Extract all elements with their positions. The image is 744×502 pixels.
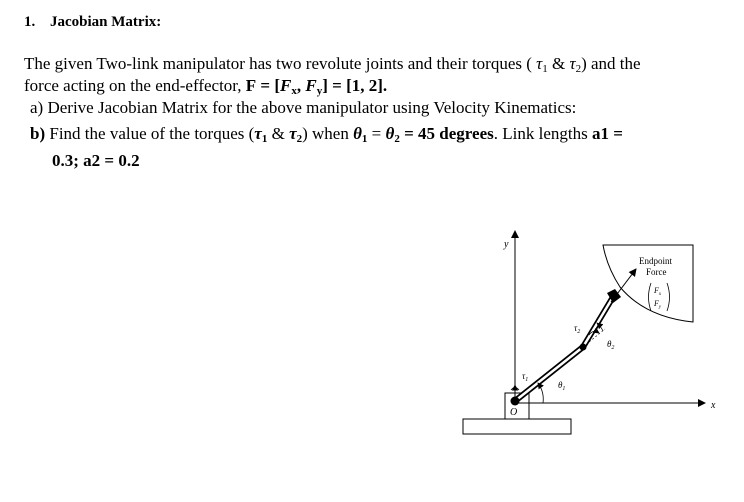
question-a-label: a) [30, 98, 44, 117]
question-a [30, 98, 576, 118]
theta1-label: $\theta_1$ [558, 380, 566, 392]
section-title: Jacobian Matrix: [50, 14, 162, 30]
fy-sub: y [316, 85, 323, 97]
theta2-label: $\theta_2$ [607, 339, 615, 351]
b-tau1-sub: 1 [261, 133, 268, 145]
theta1-arc [538, 383, 543, 403]
b-theta1-sub: 1 [361, 133, 368, 145]
fx-label: $F_x$ [654, 286, 662, 297]
problem-line-1 [24, 53, 724, 75]
b-a1: a1 = [591, 124, 623, 143]
origin-label: O [510, 407, 518, 418]
fy-symbol: F [305, 76, 317, 95]
tau1-symbol: τ [536, 54, 543, 73]
b-amp: & [271, 124, 285, 143]
ampersand: & [552, 54, 566, 73]
b-tau1: τ [254, 124, 262, 143]
problem-text-2a: force acting on the end-effector, [24, 76, 242, 95]
force-eq-mid: = [ [260, 76, 281, 95]
problem-text-1b: ) and the [581, 54, 641, 73]
question-b-text-pre: Find the value of the torques ( [49, 124, 255, 143]
question-b-label: b) [30, 124, 46, 143]
b-theta2-sub: 2 [394, 133, 400, 145]
fy-label: $F_y$ [654, 299, 662, 310]
endpoint-label-1: Endpoint [639, 256, 672, 266]
question-b-text-post: . Link lengths [493, 124, 588, 143]
question-b-line-2: 0.3; a2 = 0.2 [52, 151, 140, 170]
force-eq-rhs: ] = [1, 2]. [322, 76, 388, 95]
endpoint-label-2: Force [646, 267, 667, 277]
b-eq: = [371, 124, 382, 143]
b-theta2: θ [385, 124, 395, 143]
section-heading [24, 14, 161, 31]
joint-1 [511, 397, 520, 406]
problem-text-1a: The given Two-link manipulator has two revolute joints and their torques ( [24, 54, 532, 73]
question-b [30, 124, 623, 144]
tau1-sub: 1 [542, 63, 548, 75]
y-axis-label: y [504, 239, 509, 250]
problem-line-2 [24, 75, 724, 97]
force-symbol: F [245, 76, 257, 95]
b-angle: = 45 degrees [404, 124, 494, 143]
x-axis-label: x [711, 400, 716, 411]
tau1-label: $\tau_1$ [522, 371, 529, 383]
base-plate [463, 419, 571, 434]
force-comma: , [296, 76, 302, 95]
tau2-symbol: τ [569, 54, 576, 73]
b-tau2-sub: 2 [296, 133, 303, 145]
b-tau2: τ [289, 124, 297, 143]
tau2-sub: 2 [575, 63, 582, 75]
tau2-label: $\tau_2$ [574, 323, 581, 335]
fx-sub: x [291, 85, 297, 97]
fx-symbol: F [280, 76, 292, 95]
question-b-text-mid: ) when [302, 124, 349, 143]
section-number: 1. [24, 14, 36, 30]
manipulator-figure [455, 225, 725, 440]
question-a-text: Derive Jacobian Matrix for the above manipulator using Velocity Kinematics: [47, 98, 577, 117]
b-theta1: θ [353, 124, 362, 143]
